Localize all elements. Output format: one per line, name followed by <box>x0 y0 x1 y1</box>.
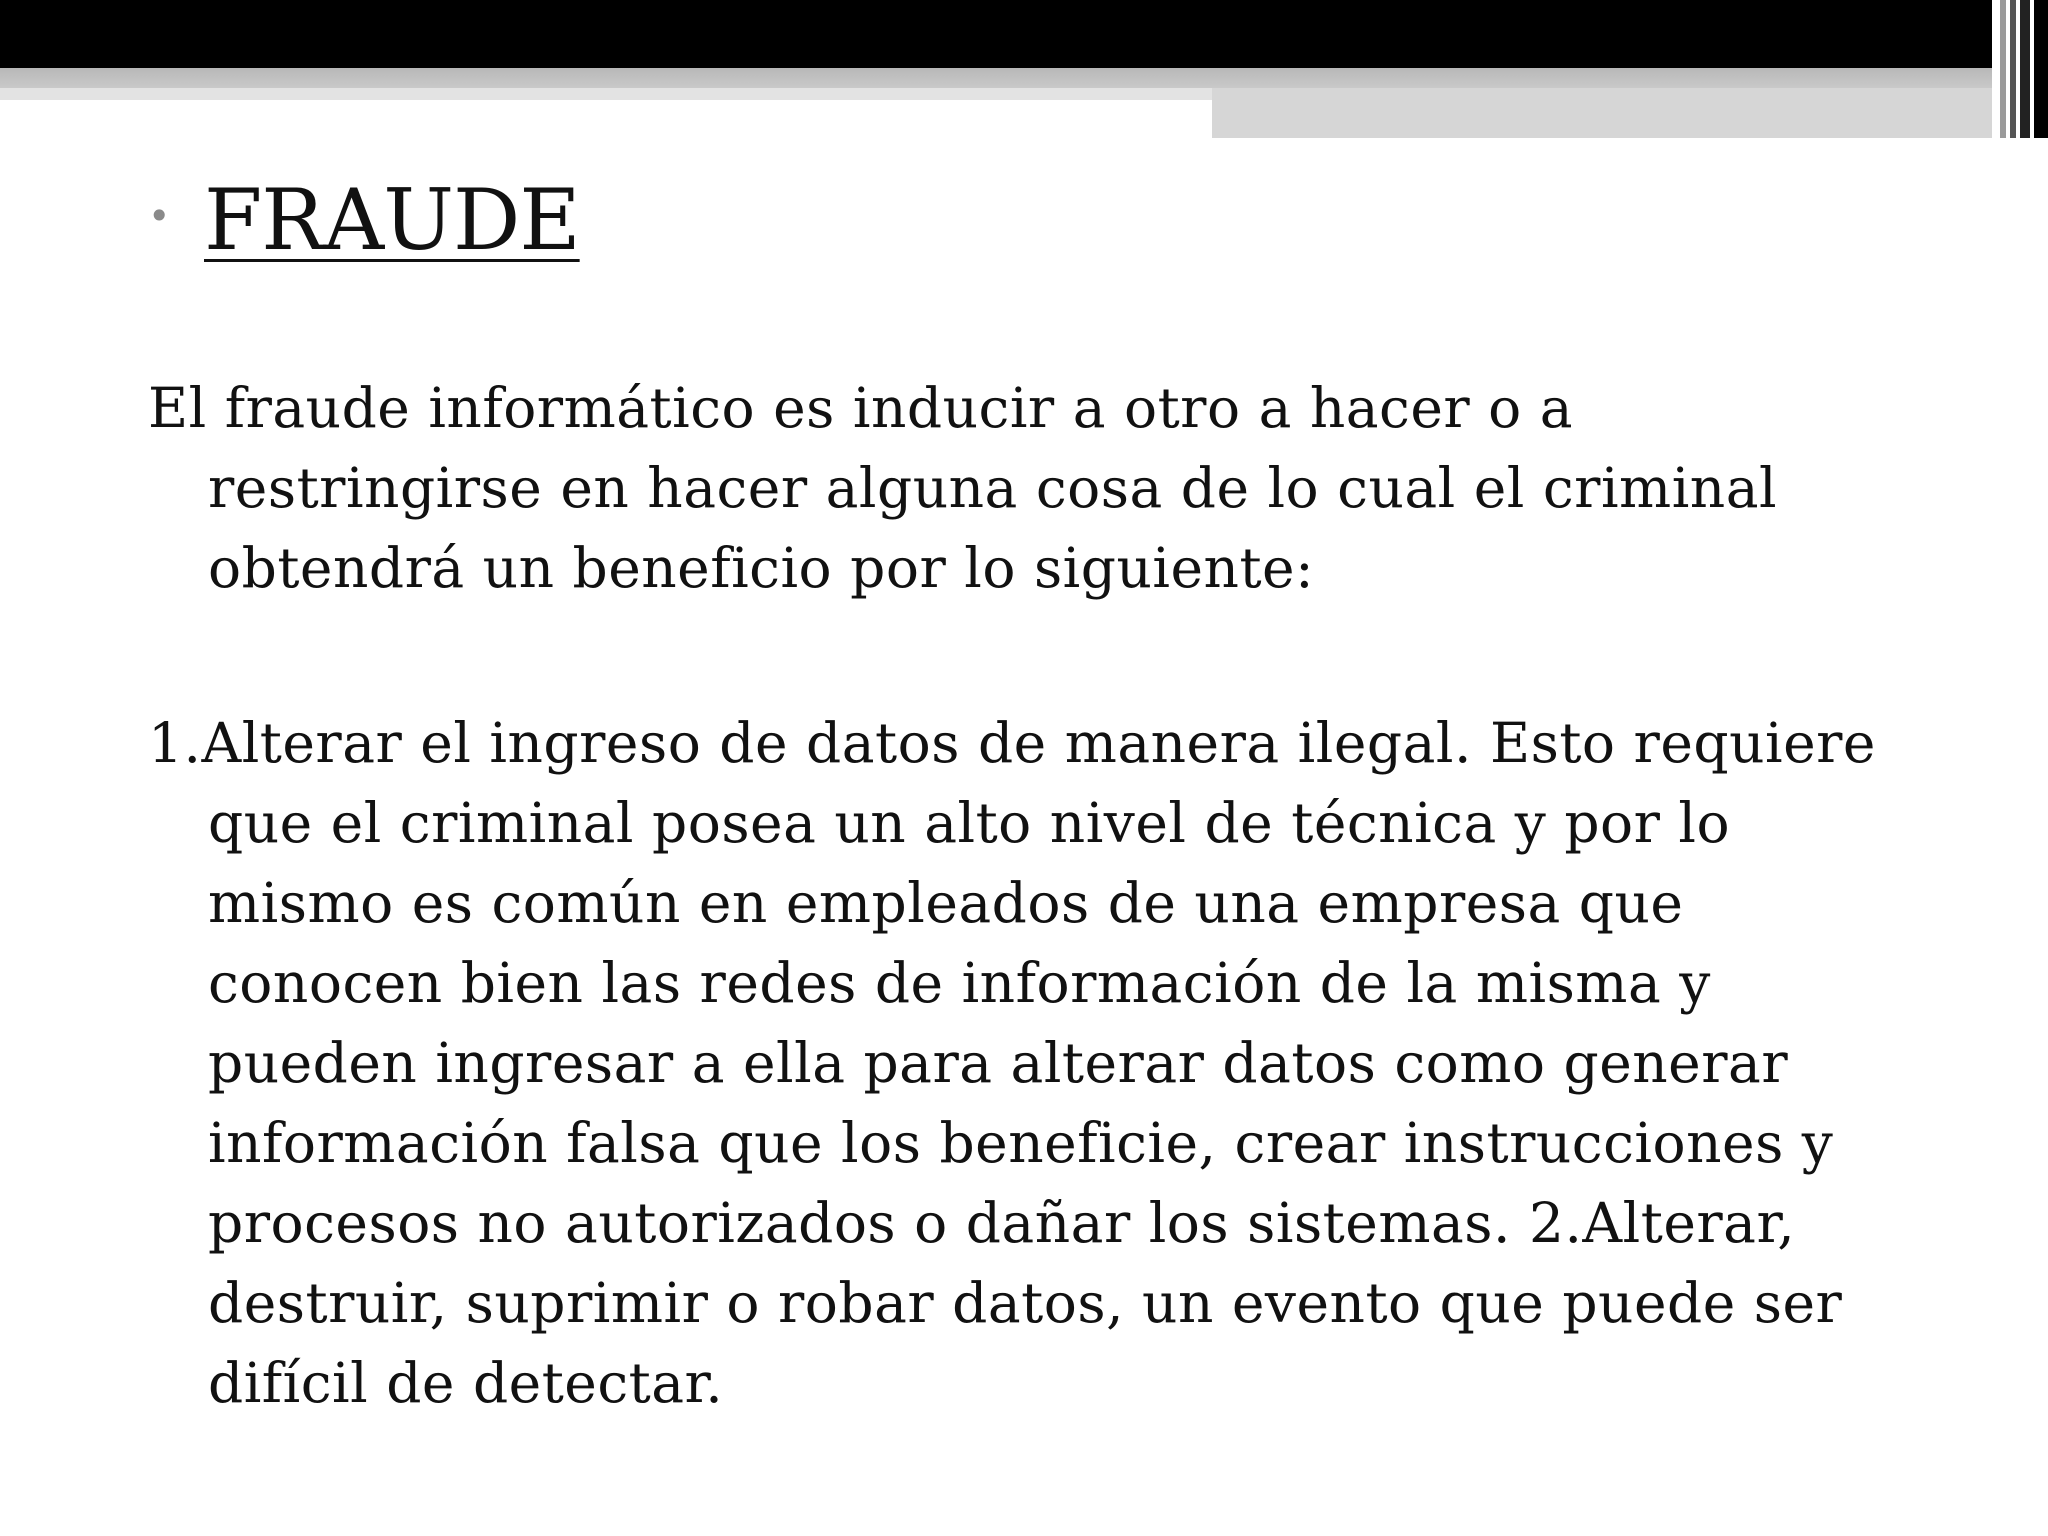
header-bar <box>0 0 2048 68</box>
intro-paragraph: El fraude informático es inducir a otro a hacer o a restringirse en hacer alguna cosa de lo cual el criminal obtendrá un beneficio por lo siguiente: <box>148 376 1778 600</box>
header-right-block <box>1212 88 2048 138</box>
header-light-bar <box>0 88 1212 100</box>
intro-block <box>148 368 1908 608</box>
title-row <box>148 171 580 269</box>
header-gray-bar <box>0 68 2048 88</box>
header-stripes <box>1992 0 2048 138</box>
slide-title: FRAUDE <box>204 171 580 269</box>
list-block <box>148 703 1908 1423</box>
list-paragraph: 1.Alterar el ingreso de datos de manera ilegal. Esto requiere que el criminal posea un alto nivel de técnica y por lo mismo es común en empleados de una empresa que conocen bien las redes de información de la misma y pueden ingresar a ella para alterar datos como generar información falsa que los beneficie, crear instrucciones y procesos no autorizados o dañar los sistemas. 2.Alterar, destruir, suprimir o robar datos, un evento que puede ser difícil de detectar. <box>148 711 1876 1415</box>
bullet-dot: • <box>148 194 171 238</box>
